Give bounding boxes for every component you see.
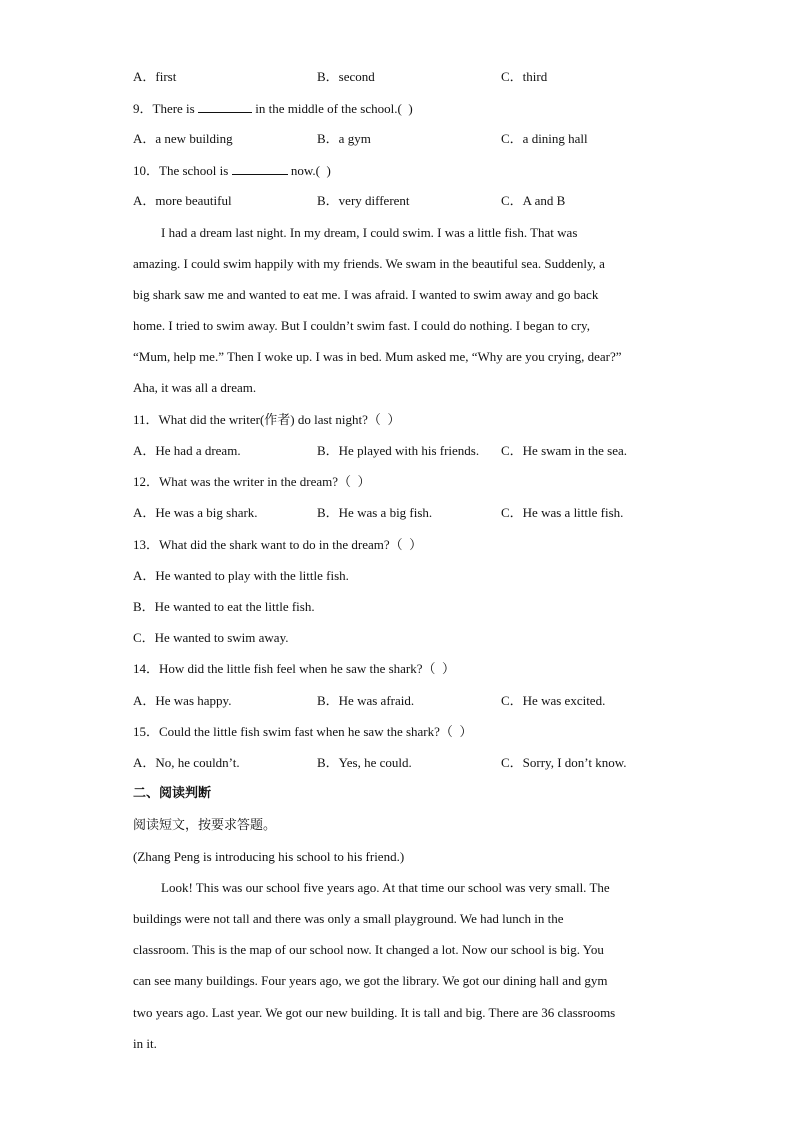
q9-text-before: 9．There is — [133, 101, 198, 116]
q10-option-c: C．A and B — [501, 193, 566, 208]
q10-text-after: now.( ) — [287, 163, 331, 178]
passage2-line: in it. — [133, 1036, 157, 1051]
section2-instruction: 阅读短文，按要求答题。 — [133, 818, 277, 833]
section2-heading: 二、阅读判断 — [133, 786, 212, 801]
q11-option-b: B．He played with his friends. — [317, 443, 480, 458]
q12-question: 12．What was the writer in the dream?（ ） — [133, 474, 371, 489]
q10-option-b: B．very different — [317, 193, 410, 208]
q14-question: 14．How did the little fish feel when he saw the shark?（ ） — [133, 661, 456, 676]
q9-question — [133, 100, 413, 117]
passage1-line: amazing. I could swim happily with my friends. We swam in the beautiful sea. Suddenly, a — [133, 256, 605, 271]
q11-option-c: C．He swam in the sea. — [501, 443, 628, 458]
q10-question — [133, 162, 331, 179]
q14-option-a: A．He was happy. — [133, 693, 232, 708]
passage2-line: two years ago. Last year. We got our new building. It is tall and big. There are 36 classrooms — [133, 1005, 616, 1020]
passage1-line: “Mum, help me.” Then I woke up. I was in bed. Mum asked me, “Why are you crying, dear?” — [133, 349, 622, 364]
q13-option-a: A．He wanted to play with the little fish. — [133, 568, 349, 583]
passage1-line: home. I tried to swim away. But I couldn’t swim fast. I could do nothing. I began to cry, — [133, 318, 590, 333]
passage2-line: classroom. This is the map of our school now. It changed a lot. Now our school is big. You — [133, 942, 604, 957]
q10-blank — [232, 162, 288, 175]
q13-option-c: C．He wanted to swim away. — [133, 630, 289, 645]
q13-option-b: B．He wanted to eat the little fish. — [133, 599, 315, 614]
q11-option-a: A．He had a dream. — [133, 443, 241, 458]
q12-option-c: C．He was a little fish. — [501, 505, 624, 520]
q9-option-a: A．a new building — [133, 131, 233, 146]
q10-option-a: A．more beautiful — [133, 193, 232, 208]
q12-option-a: A．He was a big shark. — [133, 505, 258, 520]
passage2-line: Look! This was our school five years ago. At that time our school was very small. The — [161, 880, 610, 895]
q11-question: 11．What did the writer(作者) do last night?（ ） — [133, 412, 401, 427]
q13-question: 13．What did the shark want to do in the dream?（ ） — [133, 537, 423, 552]
q9-blank — [198, 100, 252, 113]
q15-option-a: A．No, he couldn’t. — [133, 755, 240, 770]
q12-option-b: B．He was a big fish. — [317, 505, 433, 520]
q15-question: 15．Could the little fish swim fast when he saw the shark?（ ） — [133, 724, 473, 739]
passage2-line: buildings were not tall and there was only a small playground. We had lunch in the — [133, 911, 564, 926]
q8-option-c: C．third — [501, 69, 548, 84]
q14-option-c: C．He was excited. — [501, 693, 606, 708]
q9-option-b: B．a gym — [317, 131, 371, 146]
q9-text-after: in the middle of the school.( ) — [251, 101, 413, 116]
passage1-line: big shark saw me and wanted to eat me. I was afraid. I wanted to swim away and go back — [133, 287, 599, 302]
passage1-line: I had a dream last night. In my dream, I could swim. I was a little fish. That was — [161, 225, 578, 240]
section2-intro: (Zhang Peng is introducing his school to his friend.) — [133, 849, 405, 864]
q10-text-before: 10．The school is — [133, 163, 232, 178]
q8-option-a: A．first — [133, 69, 177, 84]
q15-option-c: C．Sorry, I don’t know. — [501, 755, 627, 770]
passage1-line: Aha, it was all a dream. — [133, 380, 257, 395]
q8-option-b: B．second — [317, 69, 375, 84]
q15-option-b: B．Yes, he could. — [317, 755, 412, 770]
passage2-line: can see many buildings. Four years ago, we got the library. We got our dining hall and gym — [133, 973, 608, 988]
q14-option-b: B．He was afraid. — [317, 693, 415, 708]
q9-option-c: C．a dining hall — [501, 131, 588, 146]
